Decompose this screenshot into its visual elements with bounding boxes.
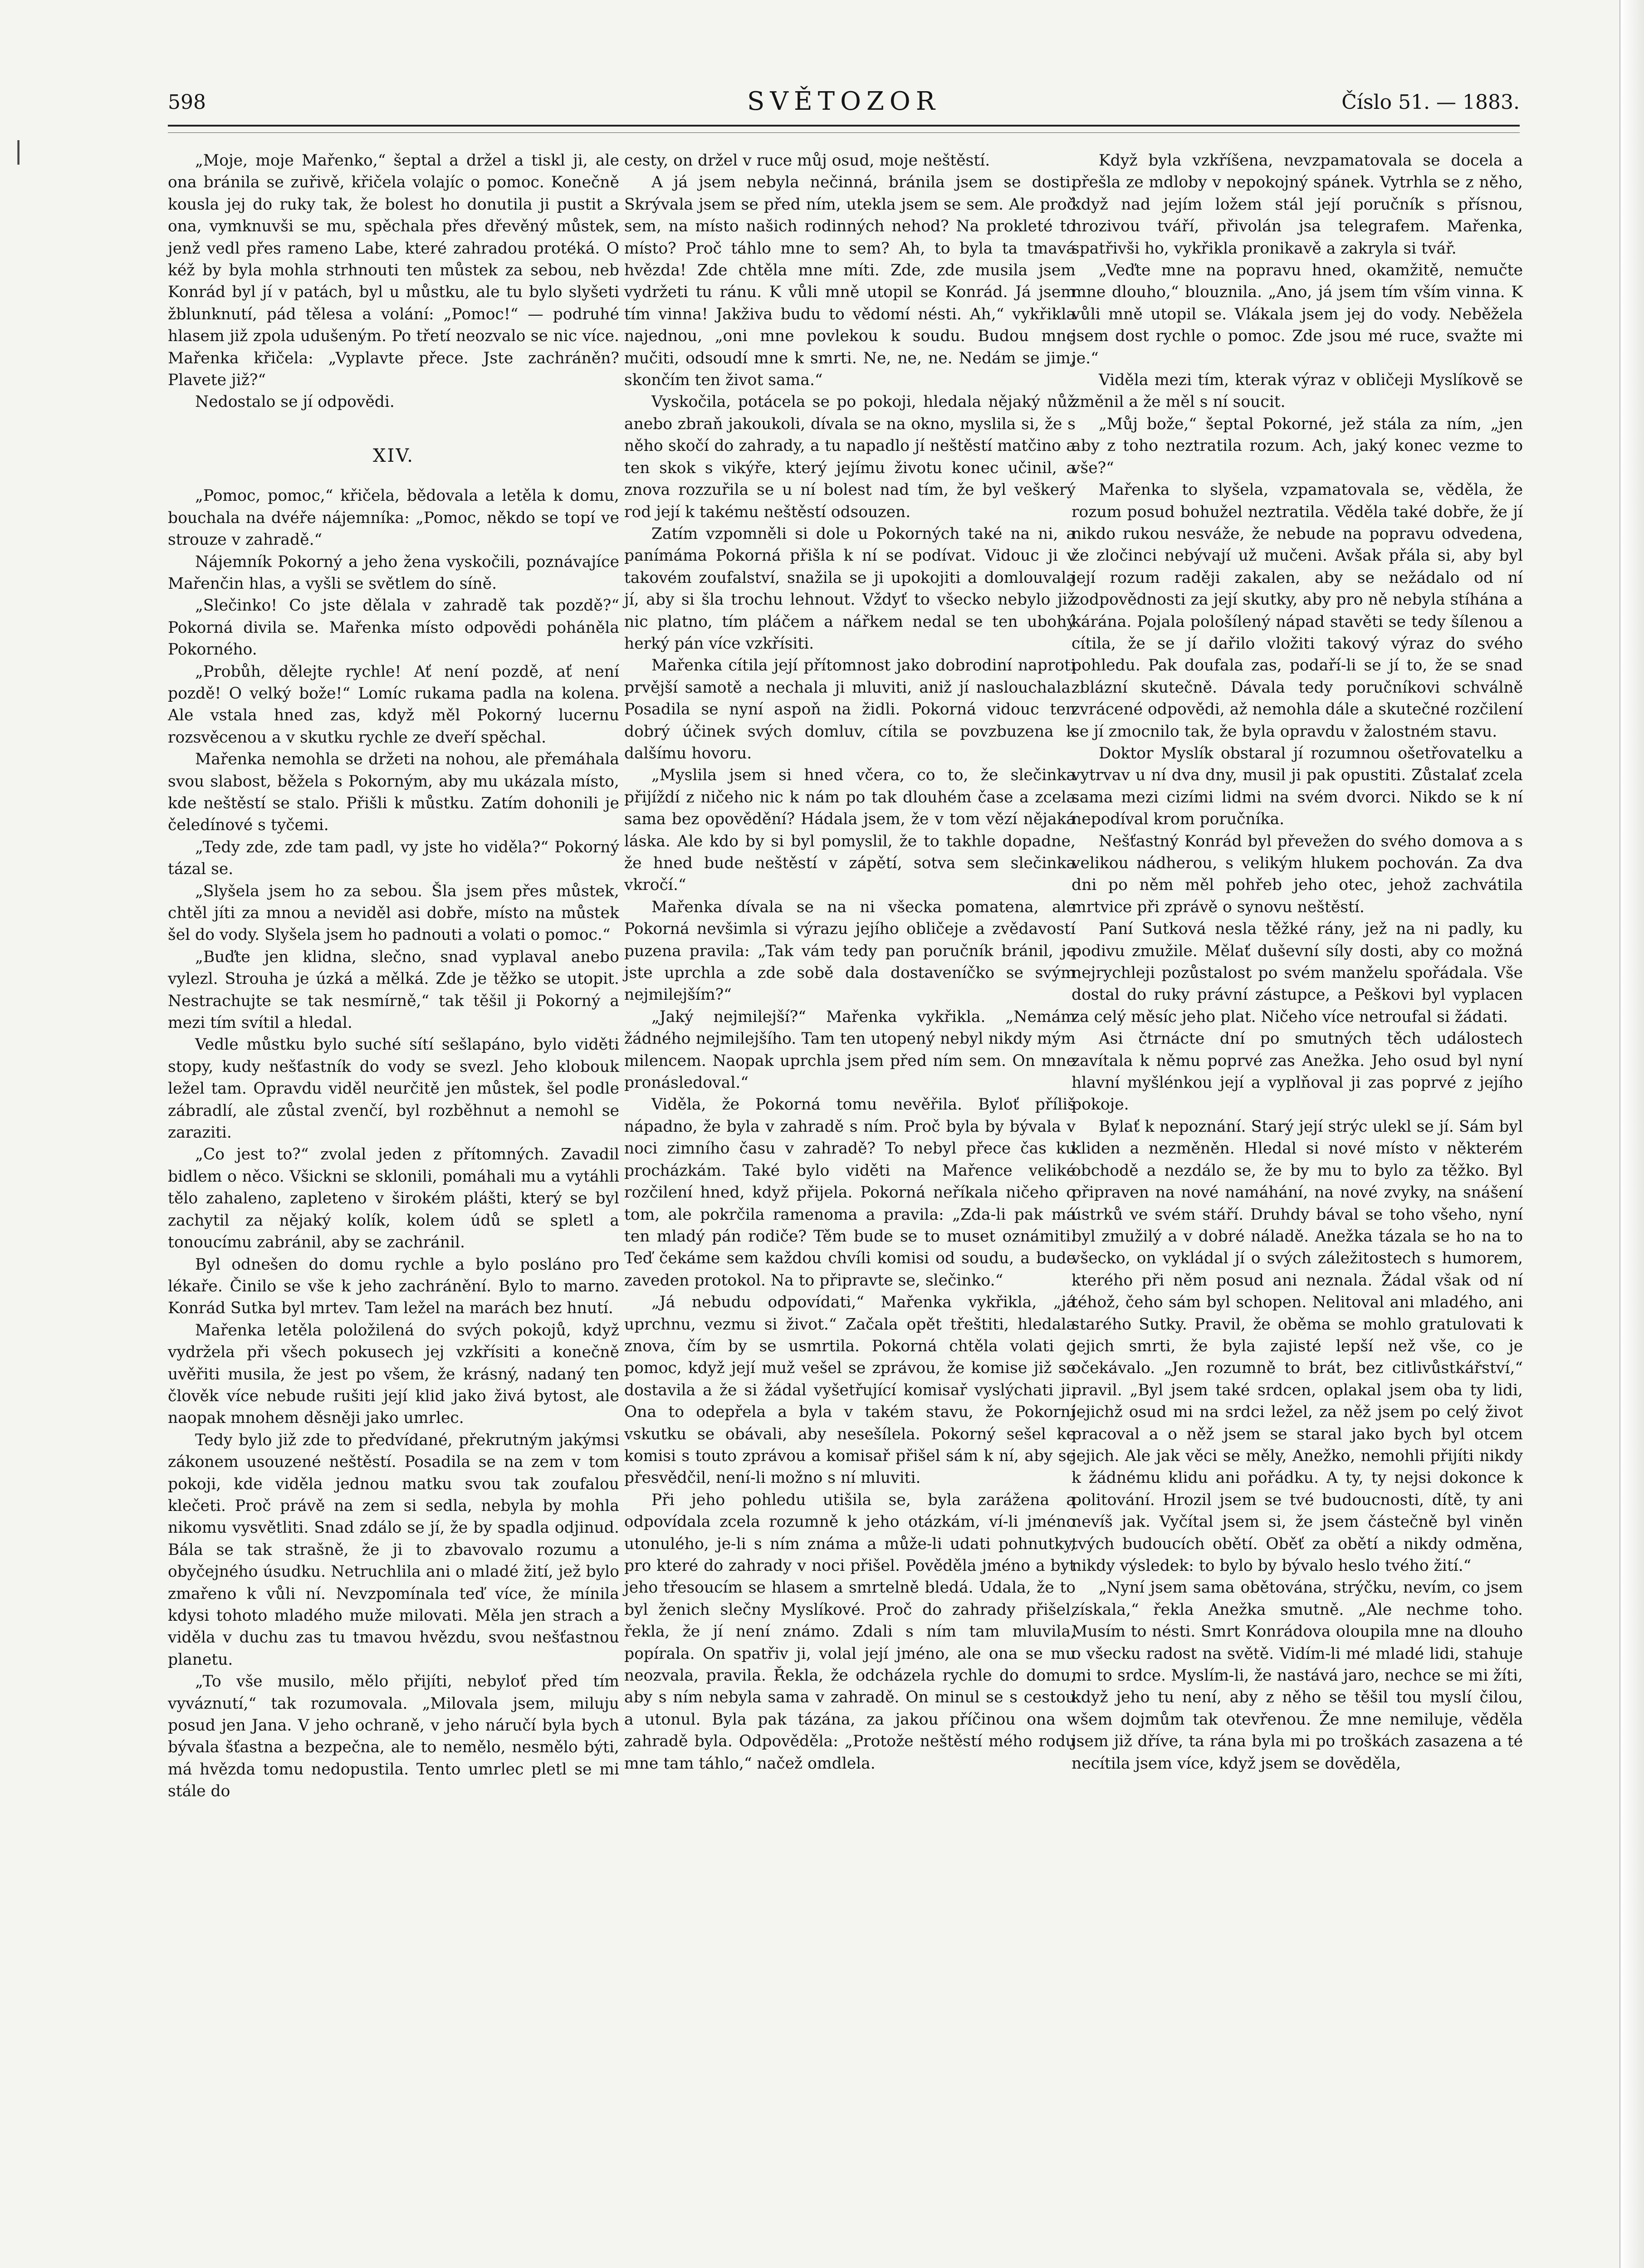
paragraph: Zatím vzpomněli si dole u Pokorných také na ni, a panímáma Pokorná přišla k ní se podívat. Vidouc ji v takovém zoufalství, snažila se ji upokojiti a domlouvala jí, aby si šla trochu lehnout. Vždyť to všecko nebylo již nic platno, tím pláčem a nářkem nedal se ten ubohý herký pán více vzkřísiti.: [624, 524, 1076, 653]
paragraph: Nedostalo se jí odpovědi.: [195, 393, 395, 411]
paragraph: cesty, on držel v ruce můj osud, moje neštěstí.: [624, 152, 990, 170]
paragraph: „Slečinko! Co jste dělala v zahradě tak pozdě?“ Pokorná divila se. Mařenka místo odpovědi poháněla Pokorného.: [168, 596, 619, 659]
paragraph: „Nyní jsem sama obětována, strýčku, nevím, co jsem získala,“ řekla Anežka smutně. „Ale nechme toho. Musím to nésti. Smrt Konrádova oloupila mne na dlouho o všecku radost na světě. Vidím-li mé mladé lidi, stahuje mi to srdce. Myslím-li, že nastává jaro, nechce se mi žíti, když jeho tu není, aby z něho se těšil tou myslí čilou, všem dojmům tak otevřenou. Že mne nemiluje, věděla jsem již dříve, ta rána byla mi po troškách zasazena a té necítila jsem více, když jsem se dověděla,: [1072, 1579, 1523, 1773]
page-header: [168, 88, 1520, 127]
paragraph: Mařenka cítila její přítomnost jako dobrodiní naproti prvější samotě a nechala ji mluviti, aniž jí naslouchala. Posadila se nyní aspoň na židli. Pokorná vidouc ten dobrý účinek svých domluv, cítila se povzbuzena k dalšímu hovoru.: [624, 656, 1076, 763]
paragraph: „Můj bože,“ šeptal Pokorné, jež stála za ním, „jen aby z toho neztratila rozum. Ach, jaký konec vezme to vše?“: [1072, 415, 1523, 477]
paragraph: Při jeho pohledu utišila se, byla zarážena a odpovídala zcela rozumně k jeho otázkám, ví-li jméno utonulého, je-li s ním známa a může-li udati pohnutky, pro které do zahrady v noci přišel. Pověděla jméno a byt jeho třesoucím se hlasem a smrtelně bledá. Udala, že to byl ženich slečny Myslíkové. Proč do zahrady přišel, řekla, že jí není známo. Zdali s ním tam mluvila, popírala. On spatřiv ji, volal její jméno, ale ona se mu neozvala, pravila. Řekla, že odcházela rychle do domu, aby s ním nebyla sama v zahradě. On minul se s cestou a utonul. Byla pak tázána, za jakou příčinou ona v zahradě byla. Odpověděla: „Protože neštěstí mého rodu mne tam táhlo,“ načež omdlela.: [624, 1491, 1076, 1773]
paragraph: „Moje, moje Mařenko,“ šeptal a držel a tiskl ji, ale ona bránila se zuřivě, křičela volajíc o pomoc. Konečně kousla jej do ruky tak, že bolest ho donutila ji pustit a ona, vymknuvši se mu, spěchala přes dřevěný můstek, jenž vedl přes rameno Labe, které zahradou protéká. O kéž by byla mohla strhnouti ten můstek za sebou, neb Konrád byl jí v patách, byl u můstku, ale tu bylo slyšeti žblunknutí, pád tělesa a volání: „Pomoc!“ — podruhé hlasem již zpola udušeným. Po třetí neozvalo se nic více. Mařenka křičela: „Vyplavte přece. Jste zachráněn? Plavete již?“: [168, 152, 619, 390]
paragraph: Nájemník Pokorný a jeho žena vyskočili, poznávajíce Mařenčin hlas, a vyšli se světlem do síně.: [168, 552, 619, 593]
paragraph: Byl odnešen do domu rychle a bylo posláno pro lékaře. Činilo se vše k jeho zachránění. Bylo to marno. Konrád Sutka byl mrtev. Tam ležel na marách bez hnutí.: [168, 1255, 619, 1318]
header-rule: [168, 132, 1520, 133]
binding-mark-icon: ❘: [8, 136, 29, 165]
paragraph: Mařenka dívala se na ni všecka pomatena, ale Pokorná nevšimla si výrazu jejího obličeje a zvědavostí puzena pravila: „Tak vám tedy pan poručník bránil, je jste uprchla a zde sobě dala dostaveníčko se svým nejmilejším?“: [624, 898, 1076, 1004]
paragraph: „Buďte jen klidna, slečno, snad vyplaval anebo vylezl. Strouha je úzká a mělká. Zde je těžko se utopit. Nestrachujte se tak nesmírně,“ tak těšil ji Pokorný a mezi tím svítil a hledal.: [168, 948, 619, 1032]
text-column-1: [168, 150, 619, 1803]
paragraph: „Co jest to?“ zvolal jeden z přítomných. Zavadil bidlem o něco. Všickni se sklonili, pomáhali mu a vytáhli tělo zahaleno, zapleteno v širokém plášti, který se byl zachytil za nějaký kolík, kolem údů se spletl a tonoucímu zabránil, aby se zachránil.: [168, 1145, 619, 1252]
paragraph: Nešťastný Konrád byl převežen do svého domova a s velikou nádherou, s velikým hlukem pochován. Za dva dni po něm měl pohřeb jeho otec, jehož zachvátila mrtvice při zprávě o synovu neštěstí.: [1072, 832, 1523, 916]
paragraph: A já jsem nebyla nečinná, bránila jsem se dosti. Skrývala jsem se před ním, utekla jsem se sem. Ale proč sem, na místo našich rodinných nehod? Na prokleté to místo? Proč táhlo mne to sem? Ah, to byla ta tmavá hvězda! Zde chtěla mne míti. Zde, zde musila jsem vydržeti tu ránu. K vůli mně utopil se Konrád. Já jsem tím vinna! Jakživa budu to vědomí nésti. Ah,“ vykřikla najednou, „oni mne povlekou k soudu. Budou mne mučiti, odsoudí mne k smrti. Ne, ne, ne. Nedám se jim, skončím ten život sama.“: [624, 173, 1076, 390]
paragraph: Mařenka to slyšela, vzpamatovala se, věděla, že rozum posud bohužel neztratila. Věděla také dobře, že jí nikdo rukou nesváže, že nebude na popravu odvedena, že zločinci nebývají už mučeni. Avšak přála si, aby byl její rozum raději zakalen, aby se nežádalo od ní zodpovědnosti za její skutky, aby pro ně nebyla stíhána a kárána. Pojala pološílený nápad stavěti se tedy šílenou a cítila, že se jí dařilo vložiti takový výraz do svého pohledu. Pak doufala zas, podaří-li se jí to, že se snad zblázní skutečně. Dávala tedy poručníkovi schválně zvrácené odpovědi, až nemohla dále a skutečné rozčilení se jí zmocnilo tak, že byla opravdu v žalostném stavu.: [1072, 481, 1523, 741]
paragraph: „Jaký nejmilejší?“ Mařenka vykřikla. „Nemám žádného nejmilejšího. Tam ten utopený nebyl nikdy mým milencem. Naopak uprchla jsem před ním sem. On mne pronásledoval.“: [624, 1007, 1076, 1092]
paragraph: Bylať k nepoznání. Starý její strýc ulekl se jí. Sám byl kliden a nezměněn. Hledal si nové místo v některém obchodě a nezdálo se, že by mu to bylo za těžko. Byl připraven na nové namáhání, na nové zvyky, na snášení ústrků ve svém stáří. Druhdy bával se toho všeho, nyní byl zmužilý a v dobré náladě. Anežka tázala se ho na to všecko, on vykládal jí o svých záležitostech s humorem, kterého při něm posud ani neznala. Žádal však od ní téhož, čeho sám byl schopen. Nelitoval ani mladého, ani starého Sutky. Pravil, že oběma se mohlo gratulovati k jejich smrti, že byla zajisté lepší než vše, co je očekávalo. „Jen rozumně to brát, bez citlivůstkářství,“ pravil. „Byl jsem také srdcen, oplakal jsem oba ty lidi, jejichž osud mi na srdci ležel, za něž jsem po celý život pracoval a o něž jsem se staral jako bych byl otcem jejich. Ale jak věci se měly, Anežko, nemohli přijíti nikdy k žádnému klidu ani pořádku. A ty, ty nejsi dokonce k politování. Hrozil jsem se tvé budoucnosti, dítě, ty ani nevíš jak. Vyčítal jsem si, že jsem částečně byl viněn tvých budoucích obětí. Oběť za obětí a nikdy odměna, nikdy výsledek: to bylo by bývalo heslo tvého žití.“: [1072, 1117, 1523, 1575]
paragraph: Viděla mezi tím, kterak výraz v obličeji Myslíkově se změnil a že měl s ní soucit.: [1072, 371, 1523, 411]
paragraph: Vyskočila, potácela se po pokoji, hledala nějaký nůž anebo zbraň jakoukoli, dívala se na okno, myslila si, že s něho skočí do zahrady, a tu napadlo jí neštěstí matčino a ten skok s vikýře, který jejímu životu konec učinil, a znova rozzuřila se u ní bolest nad tím, že byl veškerý rod její k takému neštěstí odsouzen.: [624, 393, 1076, 521]
text-column-3: [1072, 150, 1523, 1774]
paragraph: Vedle můstku bylo suché sítí sešlapáno, bylo viděti stopy, kudy nešťastník do vody se svezl. Jeho klobouk ležel tam. Opravdu viděl neurčitě jen můstek, šel podle zábradlí, ale zůstal zvenčí, byl rozběhnut a nemohl se zaraziti.: [168, 1036, 619, 1142]
paragraph: Když byla vzkříšena, nevzpamatovala se docela a přešla ze mdloby v nepokojný spánek. Vytrhla se z něho, když nad jejím ložem stál její poručník s přísnou, hrozivou tváří, přivolán jsa telegrafem. Mařenka, spatřivši ho, vykřikla pronikavě a zakryla si tvář.: [1072, 152, 1523, 258]
section-heading: XIV.: [373, 445, 414, 466]
paragraph: „Já nebudu odpovídati,“ Mařenka vykřikla, „já uprchnu, vezmu si život.“ Začala opět třeštiti, hledala znova, čím by se usmrtila. Pokorná chtěla volati o pomoc, když její muž vešel se zprávou, že komise již se dostavila a že si žádal vyšetřující komisař vyslýchati ji. Ona to odepřela a byla v takém stavu, že Pokorní vskutku se obávali, aby nesešílela. Pokorný sešel ke komisi s touto zprávou a komisař přišel sám k ní, aby se přesvědčil, není-li možno s ní mluviti.: [624, 1293, 1076, 1487]
paragraph: Doktor Myslík obstaral jí rozumnou ošetřovatelku a vytrvav u ní dva dny, musil ji pak opustiti. Zůstalať zcela sama mezi cizími lidmi na svém dvorci. Nikdo se k ní nepodíval krom poručníka.: [1072, 744, 1523, 829]
paragraph: „Tedy zde, zde tam padl, vy jste ho viděla?“ Pokorný tázal se.: [168, 838, 619, 879]
paragraph: „Slyšela jsem ho za sebou. Šla jsem přes můstek, chtěl jíti za mnou a neviděl asi dobře, místo na můstek šel do vody. Slyšela jsem ho padnouti a volati o pomoc.“: [168, 882, 619, 944]
text-column-2: [624, 150, 1076, 1774]
paragraph: „Probůh, dělejte rychle! Ať není pozdě, ať není pozdě! O velký bože!“ Lomíc rukama padla na kolena. Ale vstala hned zas, když měl Pokorný lucernu rozsvěcenou a v skutku rychle ze dveří spěchal.: [168, 662, 619, 747]
paragraph: Paní Sutková nesla těžké rány, jež na ni padly, ku podivu zmužile. Mělať duševní síly dosti, aby co možná nejrychleji pozůstalost po svém manželu spořádala. Vše dostal do ruky právní zástupce, a Peškovi byl vyplacen za celý měsíc jeho plat. Ničeho více netroufal si žádati.: [1072, 920, 1523, 1026]
paragraph: Tedy bylo již zde to předvídané, překrutným jakýmsi zákonem usouzené neštěstí. Posadila se na zem v tom pokoji, kde viděla jednou matku svou tak zoufalou klečeti. Proč právě na zem si sedla, nebyla by mohla nikomu vysvětliti. Snad zdálo se jí, že by spadla odjinud. Bála se tak strašně, že ji to zbavovalo rozumu a obyčejného úsudku. Netruchlila ani o mladé žití, jež bylo zmařeno k vůli ní. Nevzpomínala teď více, že mínila kdysi tohoto mladého muže milovati. Měla jen strach a viděla v duchu zas tu tmavou hvězdu, svou nešťastnou planetu.: [168, 1431, 619, 1669]
publication-title: SVĚTOZOR: [747, 87, 940, 116]
paragraph: Mařenka letěla položilená do svých pokojů, když vydržela při všech pokusech jej vzkřísiti a konečně uvěřiti musila, že jest po všem, že krásný, nadaný ten člověk více nebude rušiti její klid jako živá bytost, ale naopak mnohem děsněji jako umrlec.: [168, 1321, 619, 1427]
paragraph: „Myslila jsem si hned včera, co to, že slečinka přijíždí z ničeho nic k nám po tak dlouhém čase a zcela sama bez opovědění? Hádala jsem, že v tom vězí nějaká láska. Ale kdo by si byl pomyslil, že to takhle dopadne, že hned bude neštěstí v zápětí, sotva sem slečinka vkročí.“: [624, 766, 1076, 894]
page-number: 598: [168, 91, 206, 114]
paragraph: Asi čtrnácte dní po smutných těch událostech zavítala k němu poprvé zas Anežka. Jeho osud byl nyní hlavní myšlénkou její a vyplňoval ji zas poprvé z jejího pokoje.: [1072, 1030, 1523, 1114]
paragraph: Mařenka nemohla se držeti na nohou, ale přemáhala svou slabost, běžela s Pokorným, aby mu ukázala místo, kde neštěstí se stalo. Přišli k můstku. Zatím dohonili je čeledínové s tyčemi.: [168, 750, 619, 835]
paragraph: „To vše musilo, mělo přijíti, nebyloť před tím vyváznutí,“ tak rozumovala. „Milovala jsem, miluju posud jen Jana. V jeho ochraně, v jeho náručí byla bych bývala šťastna a bezpečna, ale to nemělo, nesmělo býti, má hvězda tomu nedopustila. Tento umrlec pletl se mi stále do: [168, 1672, 619, 1801]
paragraph: „Pomoc, pomoc,“ křičela, bědovala a letěla k domu, bouchala na dvéře nájemníka: „Pomoc, někdo se topí ve strouze v zahradě.“: [168, 487, 619, 549]
scan-frame-edge: [1620, 0, 1644, 2268]
paragraph: „Veďte mne na popravu hned, okamžitě, nemučte mne dlouho,“ blouznila. „Ano, já jsem tím vším vinna. K vůli mně utopil se. Vlákala jsem jej do vody. Neběžela jsem dost rychle o pomoc. Zde jsou mé ruce, svažte mi je.“: [1072, 261, 1523, 367]
paragraph: Viděla, že Pokorná tomu nevěřila. Byloť příliš nápadno, že byla v zahradě s ním. Proč byla by bývala v noci zimního času v zahradě? To nebyl přece čas ku procházkám. Také bylo viděti na Mařence veliké rozčilení hned, když přijela. Pokorná neříkala ničeho o tom, ale pokrčila ramenoma a pravila: „Zda-li pak má ten mladý pán rodiče? Těm bude se to muset oznámiti. Teď čekáme sem každou chvíli komisi od soudu, a bude zaveden protokol. Na to připravte se, slečinko.“: [624, 1095, 1076, 1290]
issue-number: Číslo 51. — 1883.: [1341, 91, 1520, 114]
